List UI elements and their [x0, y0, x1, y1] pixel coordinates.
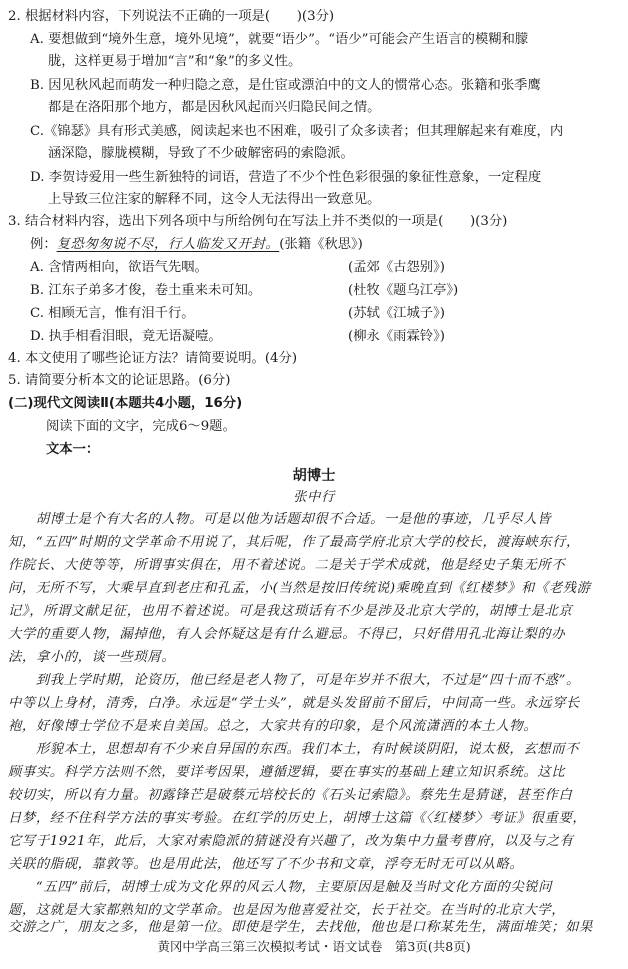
q2-option-a: A. 要想做到“境外生意，境外见境”，就要“语少”。“语少”可能会产生语言的模糊和朦	[30, 32, 529, 47]
article-line: 中等以上身材，清秀，白净。永远是“学士头”，就是头发留前不留后，中间高一些。永远穿长	[8, 696, 580, 711]
article-line: 形貌本土，思想却有不少来自异国的东西。我们本土，有时候谈阴阳，说太极，玄想而不	[8, 742, 580, 757]
article-line: 记》，所谓文献足征，也用不着述说。可是我这琐话有不少是涉及北京大学的，胡博士是北京	[8, 604, 573, 619]
article-line: “五四”前后，胡博士成为文化界的风云人物，主要原因是触及当时文化方面的尖锐问	[8, 880, 553, 895]
article-line: 关联的脂砚，靠敦等。也是用此法，他还写了不少书和文章，浮夸无时无可以从略。	[8, 857, 524, 872]
article-line: 交游之广，朋友之多，他是第一位。即使是学生，去找他，他也是口称某先生，满面堆笑；如果	[8, 920, 593, 935]
q2-option-a-cont: 胧，这样更易于增加“言”和“象”的多义性。	[48, 54, 302, 69]
section-heading: (二)现代文阅读Ⅱ(本题共4小题，16分)	[8, 396, 243, 411]
article-title: 胡博士	[292, 468, 336, 484]
q2-option-b-cont: 都是在洛阳那个地方，都是因秋风起而兴归隐民间之情。	[48, 100, 381, 115]
q2-option-d-cont: 上导致三位注家的解释不同，这令人无法得出一致意见。	[48, 192, 381, 207]
text-label: 文本一：	[46, 442, 100, 457]
q2-option-b: B. 因见秋风起而萌发一种归隐之意，是仕宦或漂泊中的文人的惯常心态。张籍和张季鹰	[30, 78, 541, 93]
q3-example-text: 复恐匆匆说不尽，行人临发又开封。	[56, 237, 280, 252]
article-line: 日梦，经不住科学方法的事实考验。在红学的历史上，胡博士这篇《〈红楼梦〉考证》很重要，	[8, 811, 587, 826]
q3-option-text: C. 相顾无言，惟有泪千行。	[30, 306, 195, 321]
q3-option-source: (孟郊《古怨别》)	[348, 260, 445, 275]
q3-example-source: (张籍《秋思》)	[279, 237, 363, 252]
q4-stem: 4. 本文使用了哪些论证方法？请简要说明。(4分)	[8, 351, 298, 366]
section-instruction: 阅读下面的文字，完成6～9题。	[46, 419, 236, 434]
q3-option-source: (杜牧《题乌江亭》)	[348, 283, 459, 298]
page-footer: 黄冈中学高三第三次模拟考试・语文试卷 第3页(共8页)	[157, 939, 471, 954]
q3-option-text: B. 江东子弟多才俊，卷土重来未可知。	[30, 283, 262, 298]
article-line: 较切实，所以有力量。初露锋芒是破蔡元培校长的《石头记索隐》。蔡先生是猜谜，甚至作白	[8, 788, 573, 803]
article-line: 作院长、大使等等，所谓事实俱在，用不着述说。二是关于学术成就，他是经史子集无所不	[8, 558, 566, 573]
q2-stem: 2. 根据材料内容，下列说法不正确的一项是( )(3分)	[8, 9, 335, 24]
article-line: 题，这就是大家都熟知的文学革命。也是因为他喜爱社交，长于社交。在当时的北京大学，	[8, 903, 566, 918]
q3-option-source: (苏轼《江城子》)	[348, 306, 445, 321]
article-line: 到我上学时期，论资历，他已经是老人物了，可是年岁并不很大，不过是“四十而不惑”。	[8, 673, 580, 688]
q3-option-b	[30, 281, 628, 301]
article-author: 张中行	[293, 490, 335, 505]
q3-option-text: A. 含情两相向，欲语气先咽。	[30, 260, 208, 275]
article-line: 袍，好像博士学位不是来自美国。总之，大家共有的印象，是个风流潇洒的本土人物。	[8, 719, 538, 734]
article-line: 胡博士是个有大名的人物。可是以他为话题却很不合适。一是他的事迹，几乎尽人皆	[8, 512, 552, 527]
q3-example-prefix: 例：	[30, 237, 57, 252]
q2-option-d: D. 李贺诗爱用一些生新独特的词语，营造了不少个性色彩很强的象征性意象，一定程度	[30, 170, 542, 185]
q3-option-a	[30, 258, 628, 278]
q3-option-d	[30, 327, 628, 347]
q5-stem: 5. 请简要分析本文的论证思路。(6分)	[8, 373, 231, 388]
q3-option-text: D. 执手相看泪眼，竟无语凝噎。	[30, 329, 222, 344]
article-line: 问，无所不写，大乘早直到老庄和孔孟，小(当然是按旧传统说)乘晚直到《红楼梦》和《老残游	[8, 581, 591, 596]
article-line: 法，拿小的，谈一些琐屑。	[8, 650, 176, 665]
q3-example	[30, 235, 628, 255]
article-line: 顾事实。科学方法则不然，要详考因果，遵循逻辑，要在事实的基础上建立知识系统。这比	[8, 765, 566, 780]
q2-option-c: C.《锦瑟》具有形式美感，阅读起来也不困难，吸引了众多读者；但其理解起来有难度，内	[30, 124, 564, 139]
article-line: 它写于1921年，此后，大家对索隐派的猜谜没有兴趣了，改为集中力量考曹府，以及与之有	[8, 834, 574, 849]
q2-option-c-cont: 涵深隐，朦胧模糊，导致了不少破解密码的索隐派。	[48, 146, 354, 161]
article-line: 知，“五四”时期的文学革命不用说了，其后呢，作了最高学府北京大学的校长，渡海峡东行，	[8, 535, 580, 550]
q3-option-c	[30, 304, 628, 324]
q3-stem: 3. 结合材料内容，选出下列各项中与所给例句在写法上并不类似的一项是( )(3分)	[8, 214, 508, 229]
q3-option-source: (柳永《雨霖铃》)	[348, 329, 445, 344]
article-line: 大学的重要人物，漏掉他，有人会怀疑这是有什么避忌。不得已，只好借用孔北海让梨的办	[8, 627, 566, 642]
